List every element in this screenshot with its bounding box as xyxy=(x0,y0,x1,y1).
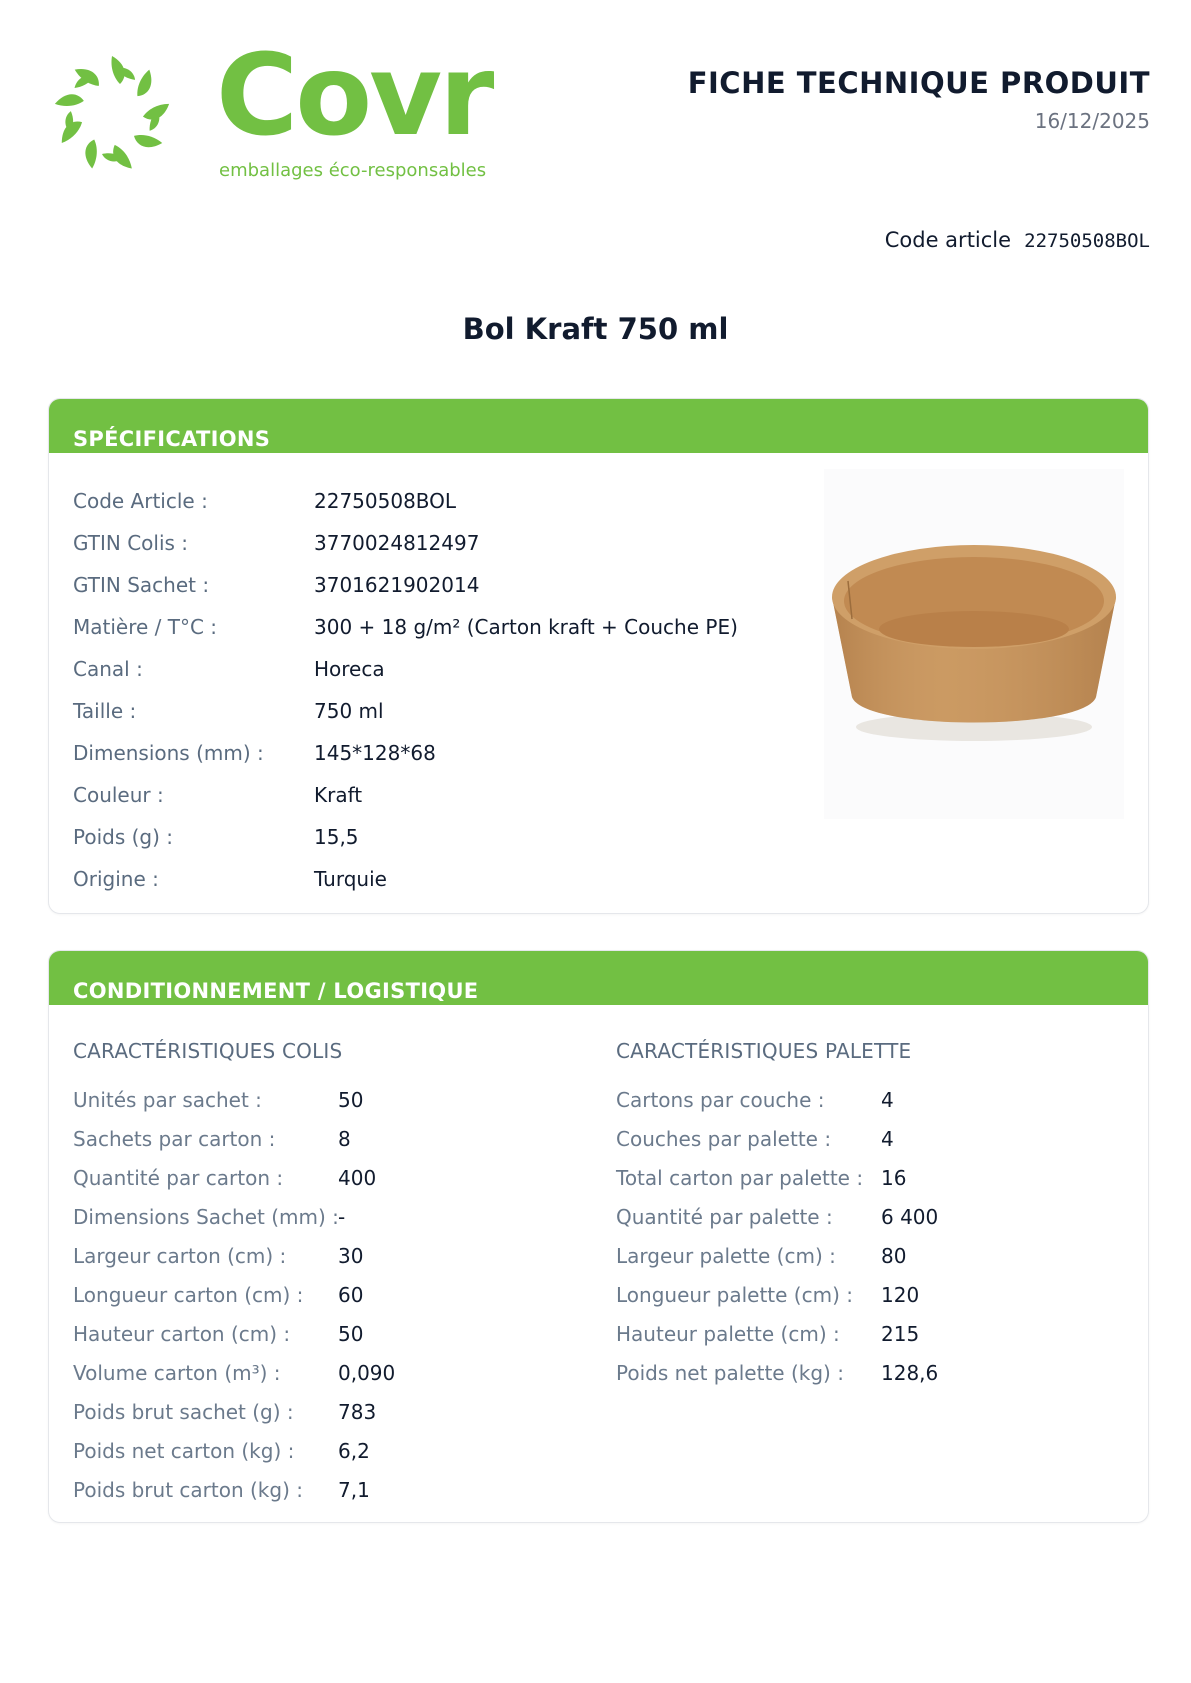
document-title: FICHE TECHNIQUE PRODUIT xyxy=(687,66,1150,100)
spec-value: 300 + 18 g/m² (Carton kraft + Couche PE) xyxy=(314,615,738,639)
product-image xyxy=(824,469,1124,819)
colis-value: 0,090 xyxy=(338,1361,396,1385)
spec-value: Horeca xyxy=(314,657,385,681)
colis-value: - xyxy=(338,1205,346,1229)
brand-name: Covr xyxy=(216,31,492,161)
brand-tagline: emballages éco-responsables xyxy=(219,160,487,181)
palette-value: 215 xyxy=(881,1322,920,1346)
palette-value: 128,6 xyxy=(881,1361,939,1385)
spec-label: Poids (g) : xyxy=(73,825,174,849)
spec-value: 3770024812497 xyxy=(314,531,480,555)
palette-value: 16 xyxy=(881,1166,907,1190)
specifications-heading: SPÉCIFICATIONS xyxy=(73,427,271,451)
document-date: 16/12/2025 xyxy=(1034,109,1150,133)
colis-subtitle: CARACTÉRISTIQUES COLIS xyxy=(73,1039,343,1063)
colis-label: Dimensions Sachet (mm) : xyxy=(73,1205,339,1229)
palette-value: 4 xyxy=(881,1127,894,1151)
colis-value: 50 xyxy=(338,1088,364,1112)
logistics-heading: CONDITIONNEMENT / LOGISTIQUE xyxy=(73,979,479,1003)
spec-value: Turquie xyxy=(314,867,387,891)
palette-label: Cartons par couche : xyxy=(616,1088,825,1112)
article-code xyxy=(885,228,1150,252)
palette-label: Couches par palette : xyxy=(616,1127,832,1151)
colis-label: Volume carton (m³) : xyxy=(73,1361,281,1385)
colis-value: 30 xyxy=(338,1244,364,1268)
colis-label: Hauteur carton (cm) : xyxy=(73,1322,291,1346)
spec-label: Canal : xyxy=(73,657,143,681)
specifications-header xyxy=(49,399,1148,453)
spec-label: Dimensions (mm) : xyxy=(73,741,264,765)
colis-value: 6,2 xyxy=(338,1439,370,1463)
colis-label: Poids brut carton (kg) : xyxy=(73,1478,303,1502)
colis-label: Largeur carton (cm) : xyxy=(73,1244,287,1268)
palette-label: Quantité par palette : xyxy=(616,1205,833,1229)
spec-value: Kraft xyxy=(314,783,363,807)
palette-subtitle: CARACTÉRISTIQUES PALETTE xyxy=(616,1039,912,1063)
spec-label: Origine : xyxy=(73,867,159,891)
spec-value: 22750508BOL xyxy=(314,489,457,513)
leaf-ring-icon xyxy=(48,50,176,178)
palette-label: Largeur palette (cm) : xyxy=(616,1244,836,1268)
spec-label: GTIN Colis : xyxy=(73,531,189,555)
palette-label: Poids net palette (kg) : xyxy=(616,1361,844,1385)
spec-label: GTIN Sachet : xyxy=(73,573,210,597)
article-code-label: Code article xyxy=(884,228,1012,252)
colis-label: Sachets par carton : xyxy=(73,1127,276,1151)
palette-value: 4 xyxy=(881,1088,894,1112)
palette-value: 6 400 xyxy=(881,1205,939,1229)
brand-logo xyxy=(48,31,518,186)
palette-value: 80 xyxy=(881,1244,907,1268)
article-code-value: 22750508BOL xyxy=(1024,230,1150,252)
logistics-header xyxy=(49,951,1148,1005)
spec-value: 15,5 xyxy=(314,825,359,849)
palette-label: Total carton par palette : xyxy=(616,1166,864,1190)
colis-value: 50 xyxy=(338,1322,364,1346)
specifications-card xyxy=(48,398,1149,914)
colis-value: 8 xyxy=(338,1127,351,1151)
spec-value: 3701621902014 xyxy=(314,573,480,597)
logistics-card xyxy=(48,950,1149,1523)
colis-value: 7,1 xyxy=(338,1478,370,1502)
palette-label: Hauteur palette (cm) : xyxy=(616,1322,840,1346)
product-title: Bol Kraft 750 ml xyxy=(462,312,729,346)
colis-label: Poids brut sachet (g) : xyxy=(73,1400,294,1424)
spec-label: Matière / T°C : xyxy=(73,615,218,639)
colis-value: 60 xyxy=(338,1283,364,1307)
colis-value: 400 xyxy=(338,1166,377,1190)
palette-value: 120 xyxy=(881,1283,920,1307)
spec-label: Taille : xyxy=(73,699,137,723)
spec-label: Code Article : xyxy=(73,489,208,513)
palette-label: Longueur palette (cm) : xyxy=(616,1283,853,1307)
colis-value: 783 xyxy=(338,1400,377,1424)
colis-label: Unités par sachet : xyxy=(73,1088,262,1112)
spec-value: 145*128*68 xyxy=(314,741,436,765)
colis-label: Quantité par carton : xyxy=(73,1166,284,1190)
colis-label: Poids net carton (kg) : xyxy=(73,1439,295,1463)
colis-label: Longueur carton (cm) : xyxy=(73,1283,304,1307)
spec-value: 750 ml xyxy=(314,699,384,723)
spec-label: Couleur : xyxy=(73,783,164,807)
